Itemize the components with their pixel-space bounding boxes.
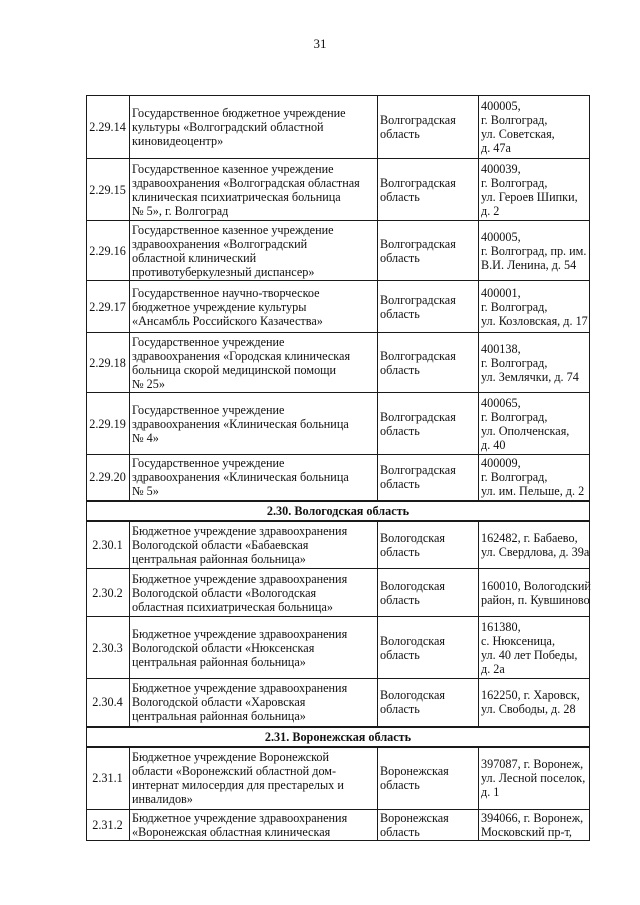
address bbox=[479, 455, 590, 501]
region bbox=[378, 617, 479, 679]
institution-name-line: Вологодской области «Харовская bbox=[132, 695, 306, 710]
region-line: область bbox=[380, 544, 420, 559]
address-line: ул. Лесной поселок, bbox=[481, 771, 586, 786]
table-row bbox=[87, 521, 590, 569]
institution-name-line: здравоохранения «Городская клиническая bbox=[132, 348, 351, 363]
region-line: Воронежская bbox=[380, 764, 449, 779]
address bbox=[479, 521, 590, 569]
region bbox=[378, 569, 479, 617]
institution-name-line: Государственное учреждение bbox=[132, 456, 285, 471]
institution-name-line: № 5», г. Волгоград bbox=[132, 203, 229, 218]
address-line: ул. Героев Шипки, bbox=[481, 189, 578, 204]
institution-name-line: центральная районная больница» bbox=[132, 654, 306, 669]
address-line: г. Волгоград, пр. им. bbox=[481, 243, 587, 258]
region-line: Волгоградская bbox=[380, 236, 456, 251]
address-line: д. 1 bbox=[481, 785, 500, 800]
institution-name bbox=[130, 159, 378, 221]
region bbox=[378, 747, 479, 810]
address-line: г. Волгоград, bbox=[481, 409, 548, 424]
row-number: 2.29.20 bbox=[87, 455, 130, 501]
institution-name bbox=[130, 393, 378, 455]
region-line: Волгоградская bbox=[380, 409, 456, 424]
institution-name-line: Государственное казенное учреждение bbox=[132, 161, 334, 176]
institution-name-line: Вологодской области «Бабаевская bbox=[132, 537, 309, 552]
address-line: 160010, Вологодский bbox=[481, 578, 591, 593]
address-line: г. Волгоград, bbox=[481, 175, 548, 190]
table-row bbox=[87, 810, 590, 841]
address-line: ул. 40 лет Победы, bbox=[481, 647, 578, 662]
address-line: ул. им. Пельше, д. 2 bbox=[481, 484, 585, 499]
region-line: область bbox=[380, 477, 420, 492]
address-line: 400138, bbox=[481, 341, 521, 356]
address-line: г. Волгоград, bbox=[481, 470, 548, 485]
region bbox=[378, 281, 479, 333]
address-line: 161380, bbox=[481, 619, 521, 634]
region bbox=[378, 393, 479, 455]
table-row bbox=[87, 617, 590, 679]
address-line: ул. Землячки, д. 74 bbox=[481, 369, 579, 384]
institution-name-line: «Воронежская областная клиническая bbox=[132, 825, 331, 839]
table-row bbox=[87, 333, 590, 393]
row-number: 2.30.1 bbox=[87, 521, 130, 569]
address-line: г. Волгоград, bbox=[481, 355, 548, 370]
address-line: 162482, г. Бабаево, bbox=[481, 530, 578, 545]
address-line: д. 40 bbox=[481, 437, 506, 452]
institution-name-line: здравоохранения «Волгоградская областная bbox=[132, 175, 360, 190]
address-line: 400065, bbox=[481, 395, 521, 410]
row-number: 2.29.15 bbox=[87, 159, 130, 221]
institution-name-line: интернат милосердия для престарелых и bbox=[132, 778, 344, 793]
region-line: Волгоградская bbox=[380, 292, 456, 307]
institution-name-line: инвалидов» bbox=[132, 792, 193, 807]
region bbox=[378, 521, 479, 569]
address-line: 162250, г. Харовск, bbox=[481, 688, 580, 703]
address-line: ул. Ополченская, bbox=[481, 423, 570, 438]
address-line: д. 2а bbox=[481, 661, 505, 676]
institution-name-line: культуры «Волгоградский областной bbox=[132, 120, 324, 134]
address bbox=[479, 679, 590, 727]
address-line: 400005, bbox=[481, 229, 521, 244]
institution-name-line: Бюджетное учреждение Воронежской bbox=[132, 750, 330, 765]
address-line: ул. Свободы, д. 28 bbox=[481, 702, 576, 717]
institution-name bbox=[130, 333, 378, 393]
address-line: В.И. Ленина, д. 54 bbox=[481, 257, 577, 272]
institution-name-line: Бюджетное учреждение здравоохранения bbox=[132, 681, 348, 696]
address bbox=[479, 393, 590, 455]
institution-name-line: Бюджетное учреждение здравоохранения bbox=[132, 811, 348, 825]
address-line: г. Волгоград, bbox=[481, 113, 548, 127]
address bbox=[479, 810, 590, 841]
section-header-row bbox=[87, 727, 590, 747]
institution-name-line: бюджетное учреждение культуры bbox=[132, 299, 307, 314]
region-line: Вологодская bbox=[380, 578, 446, 593]
institution-name bbox=[130, 281, 378, 333]
institution-name-line: Государственное учреждение bbox=[132, 334, 285, 349]
institution-name bbox=[130, 221, 378, 281]
region-line: область bbox=[380, 702, 420, 717]
table-row bbox=[87, 281, 590, 333]
institution-name-line: центральная районная больница» bbox=[132, 709, 306, 724]
address bbox=[479, 333, 590, 393]
address-line: ул. Советская, bbox=[481, 127, 555, 141]
region-line: область bbox=[380, 592, 420, 607]
region-line: область bbox=[380, 250, 420, 265]
institution-name-line: противотуберкулезный диспансер» bbox=[132, 264, 315, 279]
institutions-table bbox=[86, 95, 590, 841]
institution-name bbox=[130, 96, 378, 159]
region-line: область bbox=[380, 362, 420, 377]
institution-name bbox=[130, 747, 378, 810]
region-line: Вологодская bbox=[380, 633, 446, 648]
address bbox=[479, 747, 590, 810]
table-row bbox=[87, 679, 590, 727]
institution-name-line: Бюджетное учреждение здравоохранения bbox=[132, 523, 348, 538]
row-number: 2.29.19 bbox=[87, 393, 130, 455]
region-line: Волгоградская bbox=[380, 175, 456, 190]
institution-name-line: центральная районная больница» bbox=[132, 551, 306, 566]
region bbox=[378, 96, 479, 159]
address-line: ул. Свердлова, д. 39а bbox=[481, 544, 590, 559]
institution-name-line: областная психиатрическая больница» bbox=[132, 599, 333, 614]
region-line: Волгоградская bbox=[380, 348, 456, 363]
institution-name-line: Вологодской области «Вологодская bbox=[132, 585, 317, 600]
region bbox=[378, 333, 479, 393]
row-number: 2.29.14 bbox=[87, 96, 130, 159]
address bbox=[479, 569, 590, 617]
institution-name-line: Бюджетное учреждение здравоохранения bbox=[132, 571, 348, 586]
region bbox=[378, 679, 479, 727]
address bbox=[479, 96, 590, 159]
table-row bbox=[87, 96, 590, 159]
region bbox=[378, 159, 479, 221]
address bbox=[479, 159, 590, 221]
table-row bbox=[87, 455, 590, 501]
address-line: 400009, bbox=[481, 456, 521, 471]
row-number: 2.31.1 bbox=[87, 747, 130, 810]
address-line: 397087, г. Воронеж, bbox=[481, 757, 584, 772]
institution-name-line: области «Воронежский областной дом- bbox=[132, 764, 337, 779]
address-line: ул. Козловская, д. 17 bbox=[481, 313, 588, 328]
institution-name-line: Государственное научно-творческое bbox=[132, 285, 320, 300]
region bbox=[378, 810, 479, 841]
section-title: 2.31. Воронежская область bbox=[87, 727, 590, 747]
region bbox=[378, 221, 479, 281]
address-line: район, п. Кувшиново bbox=[481, 592, 590, 607]
address-line: 400001, bbox=[481, 285, 521, 300]
region-line: область bbox=[380, 778, 420, 793]
region-line: область bbox=[380, 423, 420, 438]
row-number: 2.30.2 bbox=[87, 569, 130, 617]
table-row bbox=[87, 159, 590, 221]
institution-name-line: киновидеоцентр» bbox=[132, 134, 224, 148]
section-header-row bbox=[87, 501, 590, 521]
row-number: 2.29.16 bbox=[87, 221, 130, 281]
row-number: 2.29.18 bbox=[87, 333, 130, 393]
address-line: с. Нюксеница, bbox=[481, 633, 556, 648]
address bbox=[479, 281, 590, 333]
institution-name-line: Государственное учреждение bbox=[132, 402, 285, 417]
institution-name-line: больница скорой медицинской помощи bbox=[132, 362, 337, 377]
table-row bbox=[87, 569, 590, 617]
address-line: д. 2 bbox=[481, 203, 500, 218]
address bbox=[479, 617, 590, 679]
institution-name-line: здравоохранения «Клиническая больница bbox=[132, 470, 349, 485]
row-number: 2.30.3 bbox=[87, 617, 130, 679]
section-title: 2.30. Вологодская область bbox=[87, 501, 590, 521]
region-line: область bbox=[380, 825, 420, 839]
row-number: 2.29.17 bbox=[87, 281, 130, 333]
address-line: д. 47а bbox=[481, 141, 511, 155]
address-line: 400005, bbox=[481, 99, 521, 113]
institution-name-line: № 5» bbox=[132, 484, 159, 499]
institution-name-line: Государственное бюджетное учреждение bbox=[132, 106, 346, 120]
institution-name bbox=[130, 521, 378, 569]
institution-name-line: № 4» bbox=[132, 430, 159, 445]
institution-name-line: клиническая психиатрическая больница bbox=[132, 189, 341, 204]
address bbox=[479, 221, 590, 281]
institution-name-line: «Ансамбль Российского Казачества» bbox=[132, 313, 323, 328]
region-line: Волгоградская bbox=[380, 113, 456, 127]
region-line: область bbox=[380, 306, 420, 321]
institution-name-line: Вологодской области «Нюксенская bbox=[132, 640, 315, 655]
region bbox=[378, 455, 479, 501]
institution-name bbox=[130, 617, 378, 679]
institution-name-line: Бюджетное учреждение здравоохранения bbox=[132, 626, 348, 641]
institution-name-line: областной клинический bbox=[132, 250, 257, 265]
table-row bbox=[87, 747, 590, 810]
page-number: 31 bbox=[313, 36, 327, 51]
region-line: Вологодская bbox=[380, 530, 446, 545]
table-row bbox=[87, 221, 590, 281]
region-line: Волгоградская bbox=[380, 463, 456, 478]
region-line: Вологодская bbox=[380, 688, 446, 703]
region-line: область bbox=[380, 189, 420, 204]
region-line: область bbox=[380, 647, 420, 662]
table-row bbox=[87, 393, 590, 455]
institution-name bbox=[130, 679, 378, 727]
row-number: 2.31.2 bbox=[87, 810, 130, 841]
institution-name-line: здравоохранения «Волгоградский bbox=[132, 236, 308, 251]
institution-name-line: № 25» bbox=[132, 376, 165, 391]
institution-name bbox=[130, 810, 378, 841]
institution-name-line: здравоохранения «Клиническая больница bbox=[132, 416, 349, 431]
address-line: Московский пр-т, bbox=[481, 825, 572, 839]
institution-name-line: Государственное казенное учреждение bbox=[132, 222, 334, 237]
region-line: Воронежская bbox=[380, 811, 449, 825]
region-line: область bbox=[380, 127, 420, 141]
institution-name bbox=[130, 569, 378, 617]
address-line: г. Волгоград, bbox=[481, 299, 548, 314]
address-line: 394066, г. Воронеж, bbox=[481, 811, 584, 825]
institution-name bbox=[130, 455, 378, 501]
address-line: 400039, bbox=[481, 161, 521, 176]
row-number: 2.30.4 bbox=[87, 679, 130, 727]
